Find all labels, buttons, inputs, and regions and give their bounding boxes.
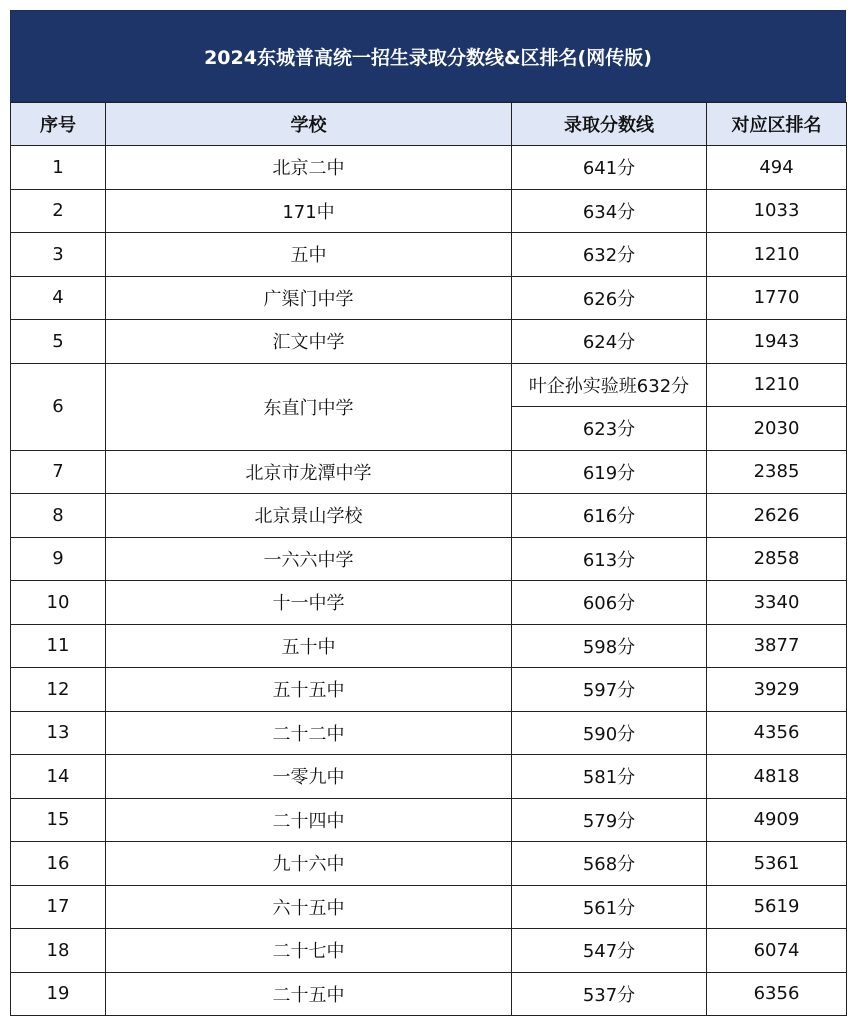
cell-seq: 1: [11, 146, 106, 190]
cell-school: 北京二中: [106, 146, 512, 190]
cell-seq: 7: [11, 450, 106, 494]
table-row: [11, 755, 847, 799]
table-row: [11, 624, 847, 668]
cell-score: 641分: [512, 146, 707, 190]
score-table-sheet: [10, 10, 846, 1016]
cell-school: 二十二中: [106, 711, 512, 755]
cell-seq: 19: [11, 972, 106, 1016]
cell-rank: 3877: [707, 624, 847, 668]
cell-seq: 4: [11, 276, 106, 320]
cell-rank: 2385: [707, 450, 847, 494]
cell-score: 561分: [512, 885, 707, 929]
cell-rank: 1210: [707, 363, 847, 407]
cell-school: 五十五中: [106, 668, 512, 712]
cell-school: 北京景山学校: [106, 494, 512, 538]
cell-score: 632分: [512, 233, 707, 277]
cell-seq: 12: [11, 668, 106, 712]
cell-school: 六十五中: [106, 885, 512, 929]
table-body: [11, 146, 847, 1016]
cell-seq: 3: [11, 233, 106, 277]
cell-seq: 9: [11, 537, 106, 581]
cell-score: 598分: [512, 624, 707, 668]
table-row: [11, 711, 847, 755]
cell-seq: 11: [11, 624, 106, 668]
table-row: [11, 276, 847, 320]
cell-score: 634分: [512, 189, 707, 233]
cell-score: 606分: [512, 581, 707, 625]
table-row: [11, 668, 847, 712]
cell-seq: 16: [11, 842, 106, 886]
table-row: [11, 494, 847, 538]
cell-seq: 18: [11, 929, 106, 973]
header-row: [11, 103, 847, 146]
cell-school: 171中: [106, 189, 512, 233]
cell-school: 五十中: [106, 624, 512, 668]
cell-school: 五中: [106, 233, 512, 277]
header-seq: 序号: [11, 103, 106, 146]
cell-rank: 5619: [707, 885, 847, 929]
table-row: [11, 537, 847, 581]
cell-seq: 15: [11, 798, 106, 842]
table-row: [11, 363, 847, 407]
cell-seq: 2: [11, 189, 106, 233]
table-row: [11, 320, 847, 364]
table-row: [11, 929, 847, 973]
cell-seq: 6: [11, 363, 106, 450]
cell-score: 568分: [512, 842, 707, 886]
table-row: [11, 842, 847, 886]
cell-score: 537分: [512, 972, 707, 1016]
cell-rank: 5361: [707, 842, 847, 886]
table-row: [11, 189, 847, 233]
cell-score: 579分: [512, 798, 707, 842]
cell-rank: 6074: [707, 929, 847, 973]
table-row: [11, 885, 847, 929]
cell-seq: 13: [11, 711, 106, 755]
table-row: [11, 450, 847, 494]
cell-score: 叶企孙实验班632分: [512, 363, 707, 407]
cell-school: 东直门中学: [106, 363, 512, 450]
cell-school: 一六六中学: [106, 537, 512, 581]
cell-rank: 4818: [707, 755, 847, 799]
cell-rank: 1770: [707, 276, 847, 320]
cell-rank: 2858: [707, 537, 847, 581]
cell-seq: 10: [11, 581, 106, 625]
header-school: 学校: [106, 103, 512, 146]
cell-score: 581分: [512, 755, 707, 799]
cell-score: 626分: [512, 276, 707, 320]
table-row: [11, 798, 847, 842]
cell-rank: 1943: [707, 320, 847, 364]
admission-score-table: [10, 102, 847, 1016]
cell-rank: 4909: [707, 798, 847, 842]
cell-school: 一零九中: [106, 755, 512, 799]
cell-score: 613分: [512, 537, 707, 581]
cell-seq: 17: [11, 885, 106, 929]
cell-school: 十一中学: [106, 581, 512, 625]
table-row: [11, 581, 847, 625]
cell-rank: 1210: [707, 233, 847, 277]
cell-rank: 1033: [707, 189, 847, 233]
cell-rank: 494: [707, 146, 847, 190]
cell-score: 590分: [512, 711, 707, 755]
table-row: [11, 233, 847, 277]
cell-score: 624分: [512, 320, 707, 364]
table-row: [11, 972, 847, 1016]
table-row: [11, 146, 847, 190]
cell-rank: 4356: [707, 711, 847, 755]
cell-school: 二十五中: [106, 972, 512, 1016]
cell-school: 九十六中: [106, 842, 512, 886]
cell-score: 623分: [512, 407, 707, 451]
cell-school: 广渠门中学: [106, 276, 512, 320]
table-title: 2024东城普高统一招生录取分数线&区排名(网传版): [10, 10, 846, 102]
header-score: 录取分数线: [512, 103, 707, 146]
cell-school: 二十四中: [106, 798, 512, 842]
cell-score: 547分: [512, 929, 707, 973]
cell-school: 北京市龙潭中学: [106, 450, 512, 494]
cell-score: 597分: [512, 668, 707, 712]
cell-score: 616分: [512, 494, 707, 538]
cell-rank: 6356: [707, 972, 847, 1016]
header-rank: 对应区排名: [707, 103, 847, 146]
cell-school: 二十七中: [106, 929, 512, 973]
cell-seq: 14: [11, 755, 106, 799]
cell-rank: 2626: [707, 494, 847, 538]
cell-seq: 8: [11, 494, 106, 538]
cell-rank: 3340: [707, 581, 847, 625]
cell-rank: 3929: [707, 668, 847, 712]
cell-school: 汇文中学: [106, 320, 512, 364]
cell-score: 619分: [512, 450, 707, 494]
cell-rank: 2030: [707, 407, 847, 451]
cell-seq: 5: [11, 320, 106, 364]
